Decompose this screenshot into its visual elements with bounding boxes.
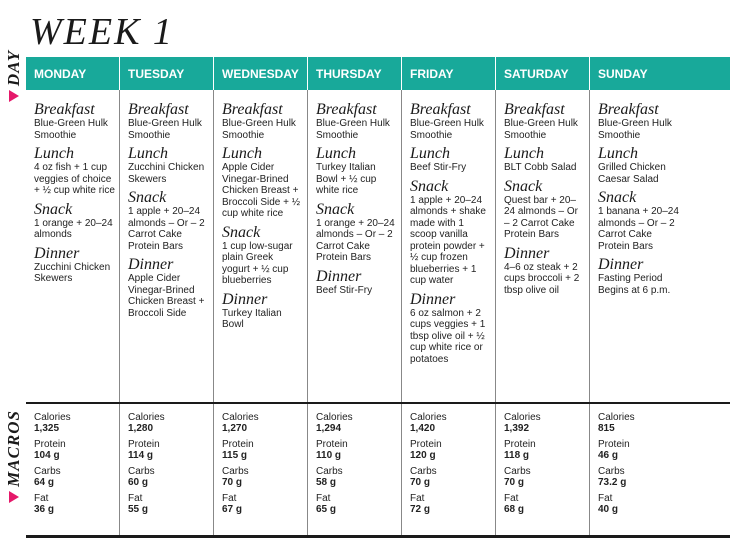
macro-value-fat: 67 g — [222, 504, 243, 515]
macro-value-protein: 110 g — [316, 450, 342, 461]
meal-description: 1 orange + 20–24 almonds — [34, 217, 113, 240]
macros-block — [410, 412, 447, 515]
macro-label-fat: Fat — [504, 493, 519, 504]
meal-description: Zucchini Chicken Skewers — [34, 261, 111, 284]
meal-description: 1 apple + 20–24 almonds + shake made with 1 scoop vanilla protein powder + ½ cup frozen blueberries + 1 cup water — [410, 194, 486, 286]
day-side-label — [2, 50, 26, 102]
meal-name: Lunch — [222, 145, 262, 162]
day-column-friday — [402, 90, 496, 535]
macros-divider — [26, 402, 730, 404]
meal-description: 1 cup low-sugar plain Greek yogurt + ½ cup blueberries — [222, 240, 293, 286]
day-header-sunday: SUNDAY — [598, 66, 648, 81]
macro-label-calories: Calories — [410, 412, 447, 423]
meal-name: Dinner — [598, 256, 644, 273]
macro-value-carbs: 64 g — [34, 477, 55, 488]
macro-value-fat: 36 g — [34, 504, 55, 515]
day-column-saturday — [496, 90, 590, 535]
meal-description: Turkey Italian Bowl — [222, 307, 282, 330]
macro-value-fat: 55 g — [128, 504, 149, 515]
day-column-wednesday — [214, 90, 308, 535]
meal-name: Lunch — [504, 145, 544, 162]
macro-label-protein: Protein — [410, 439, 442, 450]
macro-label-fat: Fat — [222, 493, 237, 504]
macro-value-calories: 1,420 — [410, 423, 436, 434]
macro-label-carbs: Carbs — [34, 466, 61, 477]
macros-side-label — [2, 410, 26, 503]
meal-list — [222, 102, 303, 331]
macro-label-calories: Calories — [34, 412, 71, 423]
meal-description: Blue-Green Hulk Smoothie — [222, 118, 296, 141]
meal-name: Snack — [598, 189, 637, 206]
macros-block — [222, 412, 259, 515]
meal-description: Blue-Green Hulk Smoothie — [504, 118, 578, 141]
meal-description: 1 banana + 20–24 almonds – Or – 2 Carrot Cake Protein Bars — [598, 206, 679, 252]
meal-name: Breakfast — [598, 101, 659, 118]
macro-label-carbs: Carbs — [410, 466, 437, 477]
macro-label-carbs: Carbs — [598, 466, 625, 477]
meal-description: 4–6 oz steak + 2 cups broccoli + 2 tbsp olive oil — [504, 261, 580, 296]
meal-description: Beef Stir-Fry — [316, 284, 373, 296]
triangle-marker-icon — [9, 90, 19, 102]
meal-description: Beef Stir-Fry — [410, 162, 467, 173]
meal-name: Snack — [128, 189, 167, 206]
macro-value-protein: 104 g — [34, 450, 60, 461]
meal-name: Lunch — [34, 145, 74, 162]
meal-description: Zucchini Chicken Skewers — [128, 162, 205, 185]
day-header-monday: MONDAY — [26, 57, 120, 90]
macro-label-carbs: Carbs — [504, 466, 531, 477]
macro-label-fat: Fat — [410, 493, 425, 504]
macro-value-carbs: 70 g — [410, 477, 431, 488]
day-header-tuesday: TUESDAY — [120, 57, 214, 90]
meal-name: Lunch — [128, 145, 168, 162]
macro-value-carbs: 73.2 g — [598, 477, 627, 488]
macro-label-calories: Calories — [222, 412, 259, 423]
macro-value-protein: 118 g — [504, 450, 530, 461]
meal-description: Blue-Green Hulk Smoothie — [598, 118, 672, 141]
macro-value-protein: 114 g — [128, 450, 154, 461]
macro-value-calories: 1,392 — [504, 423, 530, 434]
meal-name: Breakfast — [222, 101, 283, 118]
macros-label-text: MACROS — [4, 410, 23, 487]
day-label-text: DAY — [4, 50, 23, 87]
macro-label-fat: Fat — [598, 493, 613, 504]
macro-label-calories: Calories — [128, 412, 165, 423]
macro-label-calories: Calories — [504, 412, 541, 423]
macros-block — [598, 412, 635, 515]
macro-value-fat: 65 g — [316, 504, 337, 515]
macro-value-fat: 40 g — [598, 504, 619, 515]
macro-label-carbs: Carbs — [316, 466, 343, 477]
meal-description: Blue-Green Hulk Smoothie — [34, 118, 108, 141]
day-header-wednesday: WEDNESDAY — [214, 57, 308, 90]
macro-label-fat: Fat — [128, 493, 143, 504]
meal-name: Dinner — [316, 267, 362, 285]
meal-description: BLT Cobb Salad — [504, 162, 577, 173]
meal-name: Dinner — [222, 290, 268, 308]
macros-block — [128, 412, 165, 515]
macro-value-protein: 120 g — [410, 450, 436, 461]
meal-name: Lunch — [410, 145, 450, 162]
meal-name: Snack — [410, 177, 449, 195]
macro-value-calories: 1,280 — [128, 423, 154, 434]
meal-description: 4 oz fish + 1 cup veggies of choice + ½ cup white rice — [34, 162, 115, 196]
meal-description: 1 orange + 20–24 almonds – Or – 2 Carrot Cake Protein Bars — [316, 217, 395, 263]
day-column-tuesday — [120, 90, 214, 535]
meal-description: Blue-Green Hulk Smoothie — [410, 118, 484, 141]
macro-label-protein: Protein — [504, 439, 536, 450]
macro-label-carbs: Carbs — [128, 466, 155, 477]
meal-description: Turkey Italian Bowl + ½ cup white rice — [316, 162, 377, 196]
meal-name: Snack — [222, 223, 261, 241]
day-column-sunday — [590, 90, 684, 535]
meal-plan-grid — [26, 90, 730, 538]
meal-description: Quest bar + 20–24 almonds – Or – 2 Carrot Cake Protein Bars — [504, 194, 578, 240]
macro-label-calories: Calories — [316, 412, 353, 423]
meal-name: Dinner — [34, 244, 80, 262]
macro-value-carbs: 58 g — [316, 477, 337, 488]
macro-value-protein: 115 g — [222, 450, 248, 461]
macros-block — [504, 412, 541, 515]
meal-name: Dinner — [504, 244, 550, 262]
macro-value-calories: 1,294 — [316, 423, 342, 434]
meal-name: Snack — [316, 200, 355, 218]
macro-value-carbs: 70 g — [504, 477, 525, 488]
meal-description: Apple Cider Vinegar-Brined Chicken Breast + Broccoli Side — [128, 273, 205, 319]
macro-label-protein: Protein — [598, 439, 630, 450]
macro-value-calories: 815 — [598, 423, 615, 434]
meal-name: Dinner — [410, 290, 456, 308]
meal-description: Blue-Green Hulk Smoothie — [128, 118, 202, 141]
meal-description: Apple Cider Vinegar-Brined Chicken Breast + Broccoli Side + ½ cup white rice — [222, 162, 301, 219]
meal-list — [316, 102, 397, 296]
meal-name: Dinner — [128, 256, 174, 273]
meal-name: Lunch — [598, 145, 638, 162]
macro-label-protein: Protein — [34, 439, 66, 450]
meal-name: Snack — [34, 200, 73, 218]
meal-description: Grilled Chicken Caesar Salad — [598, 162, 666, 185]
macro-value-calories: 1,270 — [222, 423, 248, 434]
triangle-marker-icon — [9, 491, 19, 503]
macro-value-fat: 72 g — [410, 504, 431, 515]
macro-label-fat: Fat — [34, 493, 49, 504]
day-header-thursday: THURSDAY — [308, 57, 402, 90]
meal-name: Breakfast — [128, 101, 189, 118]
meal-description: 6 oz salmon + 2 cups veggies + 1 tbsp olive oil + ½ cup white rice or potatoes — [410, 307, 486, 365]
day-column-monday — [26, 90, 120, 535]
macro-label-calories: Calories — [598, 412, 635, 423]
page-title: WEEK 1 — [30, 11, 174, 53]
macro-value-carbs: 70 g — [222, 477, 243, 488]
meal-name: Breakfast — [504, 101, 565, 118]
macro-value-protein: 46 g — [598, 450, 619, 461]
macro-label-fat: Fat — [316, 493, 331, 504]
macros-block — [34, 412, 71, 515]
macro-label-protein: Protein — [222, 439, 254, 450]
meal-list — [410, 102, 491, 365]
meal-list — [504, 102, 585, 296]
meal-description: 1 apple + 20–24 almonds – Or – 2 Carrot Cake Protein Bars — [128, 206, 205, 252]
meal-name: Breakfast — [410, 101, 471, 118]
day-column-thursday — [308, 90, 402, 535]
day-header-friday: FRIDAY — [402, 57, 496, 90]
macro-label-protein: Protein — [128, 439, 160, 450]
meal-name: Snack — [504, 177, 543, 195]
macro-label-carbs: Carbs — [222, 466, 249, 477]
meal-list — [598, 102, 680, 296]
day-header-row — [26, 57, 730, 90]
day-header-saturday: SATURDAY — [496, 57, 590, 90]
meal-list — [34, 102, 115, 285]
macro-value-calories: 1,325 — [34, 423, 60, 434]
meal-name: Breakfast — [316, 101, 377, 118]
meal-description: Blue-Green Hulk Smoothie — [316, 118, 390, 141]
macro-value-fat: 68 g — [504, 504, 525, 515]
macros-block — [316, 412, 353, 515]
meal-list — [128, 102, 209, 319]
macro-label-protein: Protein — [316, 439, 348, 450]
macro-value-carbs: 60 g — [128, 477, 149, 488]
meal-name: Breakfast — [34, 101, 95, 118]
meal-name: Lunch — [316, 145, 356, 162]
meal-description: Fasting Period Begins at 6 p.m. — [598, 273, 671, 296]
